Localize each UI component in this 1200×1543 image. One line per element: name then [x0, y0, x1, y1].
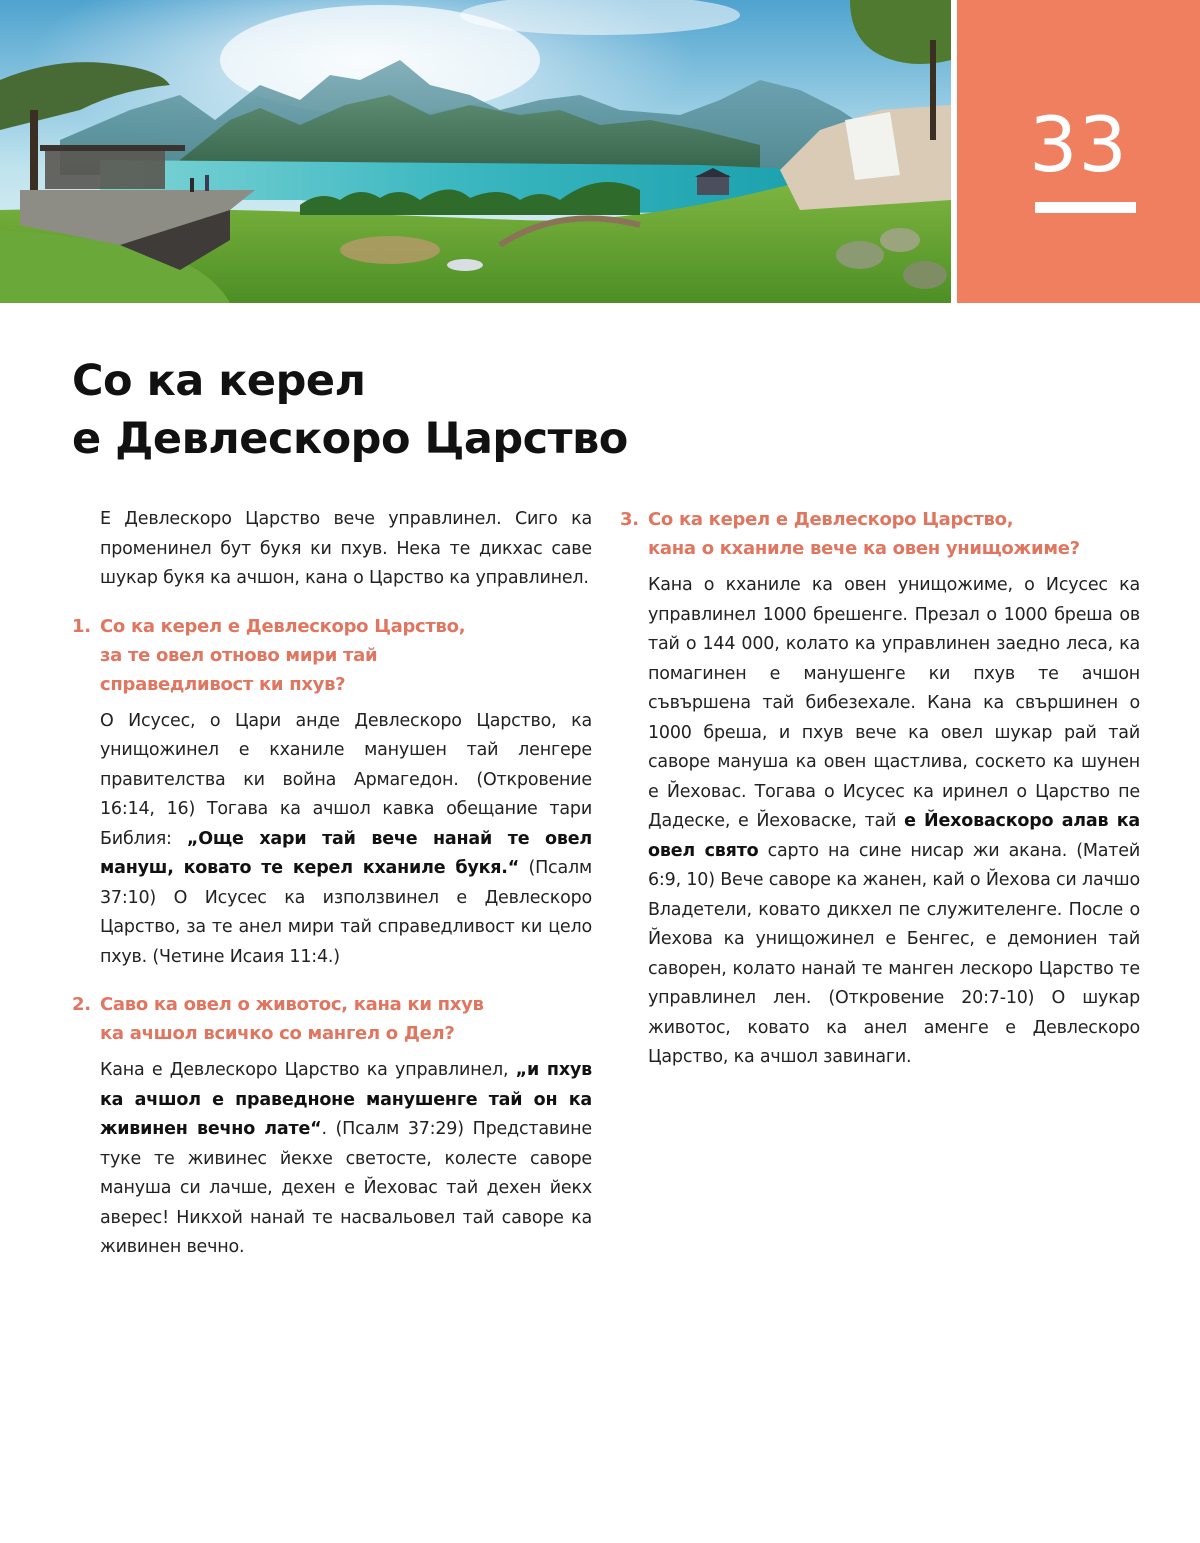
section-2-answer-text: . (Псалм 37:29) Представине туке те живинес йекхе светосте, колесте саворе мануша си лачше, дехен е Йеховас тай дехен йекх аверес! Никхой нанай те насвальовел тай саворе ка живинен вечно. — [100, 1119, 592, 1257]
section-2-scripture-quote: „и пхув ка ачшол е праведноне манушенге тай он ка живинен вечно лате“ — [100, 1060, 592, 1139]
section-1-question-line: Со ка керел е Девлескоро Царство, — [100, 615, 466, 637]
section-2-question-line: ка ачшол всичко со мангел о Дел? — [100, 1023, 455, 1044]
lesson-number-underline — [1035, 202, 1136, 213]
section-3-question-line: Со ка керел е Девлескоро Царство, — [648, 509, 1014, 530]
section-1-answer-text: О Исусес, о Цари анде Девлескоро Царство, ка унищожинел е кханиле манушен тай ленгере правителства ки война Армагедон. (Откровение 16:14, 16) Тогава ка ачшол кавка обещание тари Библия: — [100, 710, 592, 849]
section-3-answer — [620, 571, 1140, 1073]
section-2-answer-text: Кана е Девлескоро Царство ка управлинел, — [100, 1060, 516, 1080]
section-3-number: 3. — [620, 509, 639, 530]
section-2-number: 2. — [72, 994, 91, 1015]
paradise-landscape-illustration — [0, 0, 951, 303]
section-1-question-line: справедливост ки пхув? — [100, 673, 346, 695]
section-3-answer-text: сарто на сине нисар жи акана. (Матей 6:9, 10) Вече саворе ка жанен, кай о Йехова си лачшо Владетели, ковато дикхел пе служителенге. После о Йехова ка унищожинел е Бенгес, е демониен тай саворен, колато нанай те манген лескоро Царство те управлинел лен. (Откровение 20:7-10) О шукар животос, ковато ка анел аменге е Девлескоро Царство, ка ачшол завинаги. — [648, 840, 1140, 1067]
section-2-answer — [72, 1056, 592, 1263]
section-1-question — [72, 612, 592, 699]
section-2-question — [72, 990, 592, 1048]
section-1-answer — [72, 707, 592, 973]
section-3-question — [620, 505, 1140, 563]
section-1-question-line: за те овел отново мири тай — [100, 644, 378, 666]
section-1-answer-text: (Псалм 37:10) О Исусес ка използвинел е Девлескоро Царство, за те анел мири тай справедливост ки цело пхув. (Четине Исаия 11:4.) — [100, 858, 592, 967]
lesson-number-box — [957, 0, 1200, 303]
page-title-line-2: е Девлескоро Царство — [72, 414, 628, 464]
page-title-line-1: Со ка керел — [72, 356, 366, 406]
lesson-number: 33 — [1029, 100, 1128, 189]
section-1-number: 1. — [72, 615, 91, 637]
intro-paragraph: Е Девлескоро Царство вече управлинел. Сиго ка променинел бут букя ки пхув. Нека те дикхас саве шукар букя ка ачшон, кана о Царство ка управлинел. — [100, 509, 592, 588]
hero-image — [0, 0, 951, 303]
page-title — [72, 352, 628, 468]
right-column — [620, 505, 1140, 1073]
section-3-answer-text: Кана о кханиле ка овен унищожиме, о Исусес ка управлинел 1000 брешенге. Презал о 1000 бреша ов тай о 144 000, колато ка управлинен заедно леса, ка помагинен е манушенге ки пхув те ачшон съвършена тай бибезехале. Кана ка свършинен о 1000 бреша, и пхув вече ка овел шукар рай тай саворе мануша ка овен щастлива, соскето ка шунен е Йеховас. Тогава о Исусес ка иринел о Царство пе Дадеске, е Йеховаске, тай — [648, 575, 1140, 831]
section-3-question-line: кана о кханиле вече ка овен унищожиме? — [648, 538, 1080, 559]
section-3-emphasis: е Йеховаскоро алав ка овел свято — [648, 811, 1140, 861]
section-2-question-line: Саво ка овел о животос, кана ки пхув — [100, 994, 484, 1015]
left-column — [72, 505, 592, 1263]
section-1-scripture-quote: „Още хари тай вече нанай те овел мануш, ковато те керел кханиле букя.“ — [100, 828, 593, 878]
